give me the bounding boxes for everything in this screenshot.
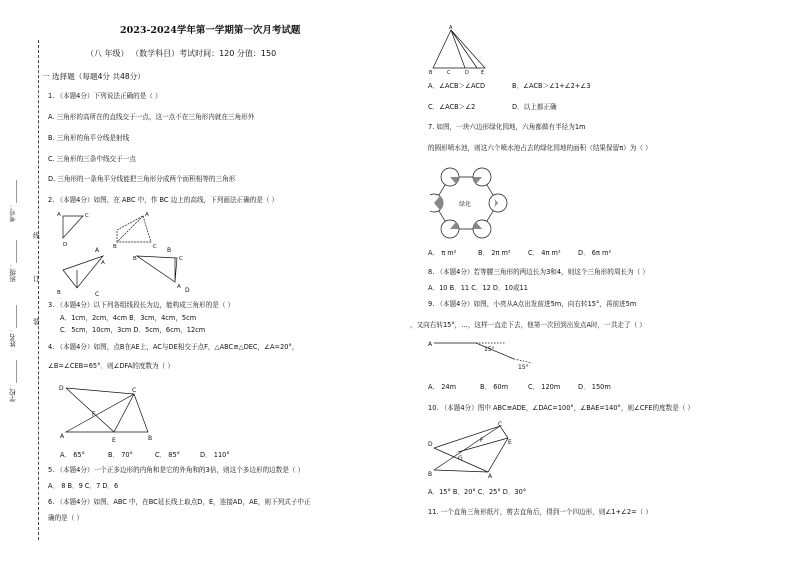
q4-label-b: B <box>148 435 153 442</box>
q6-line2: 确的是（ ） <box>48 514 84 522</box>
q4-option-b: B． 70° <box>108 451 133 459</box>
q9-option-b: B． 60m <box>480 383 509 391</box>
q8-options: A．10 B．11 C．12 D．10或11 <box>428 284 528 292</box>
q6-label-a: A <box>449 25 453 31</box>
q5-stem: 5. （本题4分）一个正多边形的内角和是它的外角和的3倍，则这个多边形的边数是（ ） <box>48 466 305 474</box>
q8-stem: 8. （本题4分）若等腰三角形的两边长为3和4，则这个三角形的周长为（ ） <box>428 268 649 276</box>
q2-figures <box>55 208 195 298</box>
q1-option-a: A. 三角形的高所在的直线交于一点，这一点不在三角形内就在三角形外 <box>48 113 255 121</box>
q2-label-a: A <box>95 247 100 254</box>
section-title: 一 选择题（每题4分 共48分） <box>42 72 145 81</box>
q9-option-a: A． 24m <box>428 383 457 391</box>
q2-fig-d <box>137 256 177 282</box>
q2-fig-c <box>63 256 103 288</box>
school-field: 学校：_______ <box>9 360 17 403</box>
q9-label-a: A <box>428 341 433 348</box>
q7-option-d: D． 6π m² <box>578 249 612 257</box>
q7-option-a: A． π m² <box>428 249 457 257</box>
exam-number-field: 考号：_______ <box>9 180 17 223</box>
q7-center-label: 绿化 <box>459 201 472 208</box>
q9-label-angle2: 15° <box>518 364 529 371</box>
q6-option-a: A．∠ACB＞∠ACD <box>428 82 486 90</box>
q4-label-e: E <box>112 437 116 444</box>
svg-text:C: C <box>85 213 89 219</box>
q11-stem: 11. 一个直角三角形纸片，剪去直角后，得到一个四边形，则∠1+∠2=（ ） <box>428 508 652 516</box>
q10-label-e: E <box>508 439 512 446</box>
q6-label-c: C <box>447 70 451 76</box>
class-field: 班级：_______ <box>9 240 17 283</box>
q1-option-b: B. 三角形的角平分线是射线 <box>48 134 130 142</box>
q10-label-a: A <box>488 473 493 478</box>
q9-line2: ，又向右转15°，…，这样一直走下去，他第一次回到出发点A时，一共走了（ ） <box>410 321 646 329</box>
binding-char-zhuang: 装 <box>33 318 40 326</box>
svg-text:A: A <box>145 212 149 218</box>
exam-info: （八 年级） （数学科目）考试时间：120 分值：150 <box>86 49 277 58</box>
svg-text:A: A <box>101 260 105 266</box>
q6-option-d: D．以上都正确 <box>512 103 557 111</box>
q9-option-d: D． 150m <box>578 383 611 391</box>
q4-line1: 4. （本题4分）如图，点B在AE上，AC与DE相交于点F，△ABC≌△DEC，∠A=20°， <box>48 343 299 351</box>
q2-label-c: C <box>95 291 100 298</box>
svg-text:C: C <box>153 244 157 250</box>
q7-figure <box>430 165 510 240</box>
binding-char-ding: 订 <box>33 275 40 283</box>
svg-text:B: B <box>57 290 61 296</box>
q4-option-d: D． 110° <box>200 451 230 459</box>
q6-option-c: C．∠ACB＞∠2 <box>428 103 476 111</box>
q9-figure <box>428 335 538 377</box>
q9-option-c: C． 120m <box>528 383 561 391</box>
q4-label-a: A <box>60 433 65 440</box>
q4-line2: ∠B=∠CEB=65°．则∠DFA的度数为（ ） <box>48 362 174 370</box>
q7-line1: 7. 如图，一块六边形绿化园地，六角都做有半径为1m <box>428 123 586 131</box>
q10-label-d: D <box>428 441 433 448</box>
svg-text:C: C <box>179 256 183 262</box>
q10-options: A．15° B．20° C．25° D．30° <box>428 488 527 496</box>
q10-label-g: G <box>458 455 463 462</box>
svg-text:A: A <box>177 284 181 290</box>
q6-option-b: B．∠ACB＞∠1+∠2+∠3 <box>512 82 591 90</box>
q4-label-c: C <box>132 387 137 394</box>
q2-fig-b <box>117 216 151 242</box>
q6-line1: 6. （本题4分）如图，ABC 中，在BC延长线上取点D，E，连接AD，AE，则下列式子中正 <box>48 498 311 506</box>
q2-label-b: B <box>167 247 172 254</box>
q4-label-d: D <box>59 385 64 392</box>
q10-stem: 10. （本题4分）图中 ABC≌ADE，∠DAC=100°，∠BAE=140°，则∠CFE的度数是（ ） <box>428 404 695 412</box>
q2-stem: 2. （本题4分）如图，在 ABC 中，作 BC 边上的高线，下列画法正确的是（ ） <box>48 196 279 204</box>
q4-option-a: A． 65° <box>60 451 85 459</box>
q4-option-c: C． 85° <box>155 451 180 459</box>
q1-stem: 1. （本题4分）下列说法正确的是（ ） <box>48 92 162 100</box>
q7-option-b: B． 2π m² <box>478 249 511 257</box>
q3-row2: C．5cm，10cm，3cm D．5cm，6cm，12cm <box>60 326 206 334</box>
q9-line1: 9. （本题4分）如图，小亮从A点出发前进5m，向右转15°，再前进5m <box>428 300 637 308</box>
svg-text:B: B <box>133 256 137 262</box>
binding-char-xian: 线 <box>33 232 40 240</box>
svg-text:B: B <box>113 244 117 250</box>
q3-row1: A．1cm，2cm，4cm B．3cm，4cm，5cm <box>60 314 197 322</box>
svg-text:A: A <box>57 212 61 218</box>
q10-label-c: C <box>498 421 503 428</box>
q1-option-c: C. 三角形的三条中线交于一点 <box>48 155 136 163</box>
binding-margin-line <box>38 40 39 540</box>
q6-figure <box>425 24 495 76</box>
svg-text:D: D <box>63 242 68 248</box>
q1-option-d: D. 三角形的一条角平分线能把三角形分成两个面积相等的三角形 <box>48 175 236 183</box>
page-title: 2023-2024学年第一学期第一次月考试题 <box>120 25 301 36</box>
q2-fig-a <box>63 216 83 238</box>
q6-label-d: D <box>465 70 469 76</box>
q10-label-f: F <box>480 437 484 444</box>
q3-stem: 3. （本题4分）以下列各组线段长为边，能构成三角形的是（ ） <box>48 301 235 309</box>
name-field: 姓名：_______ <box>9 305 17 348</box>
q4-label-f: F <box>92 411 96 418</box>
q7-option-c: C． 4π m² <box>528 249 561 257</box>
q6-label-b: B <box>429 70 433 76</box>
q5-options: A． 8 B．9 C．7 D．6 <box>48 482 119 490</box>
q4-figure <box>58 380 158 445</box>
q2-label-d: D <box>185 287 190 294</box>
q10-label-b: B <box>428 471 433 478</box>
q6-label-e: E <box>481 70 485 76</box>
q7-line2: 的圆形喷水池，则这六个喷水池占去的绿化园地的面积（结果保留π）为（ ） <box>428 144 652 152</box>
q10-figure <box>428 420 523 478</box>
q9-label-angle1: 15° <box>484 346 495 353</box>
